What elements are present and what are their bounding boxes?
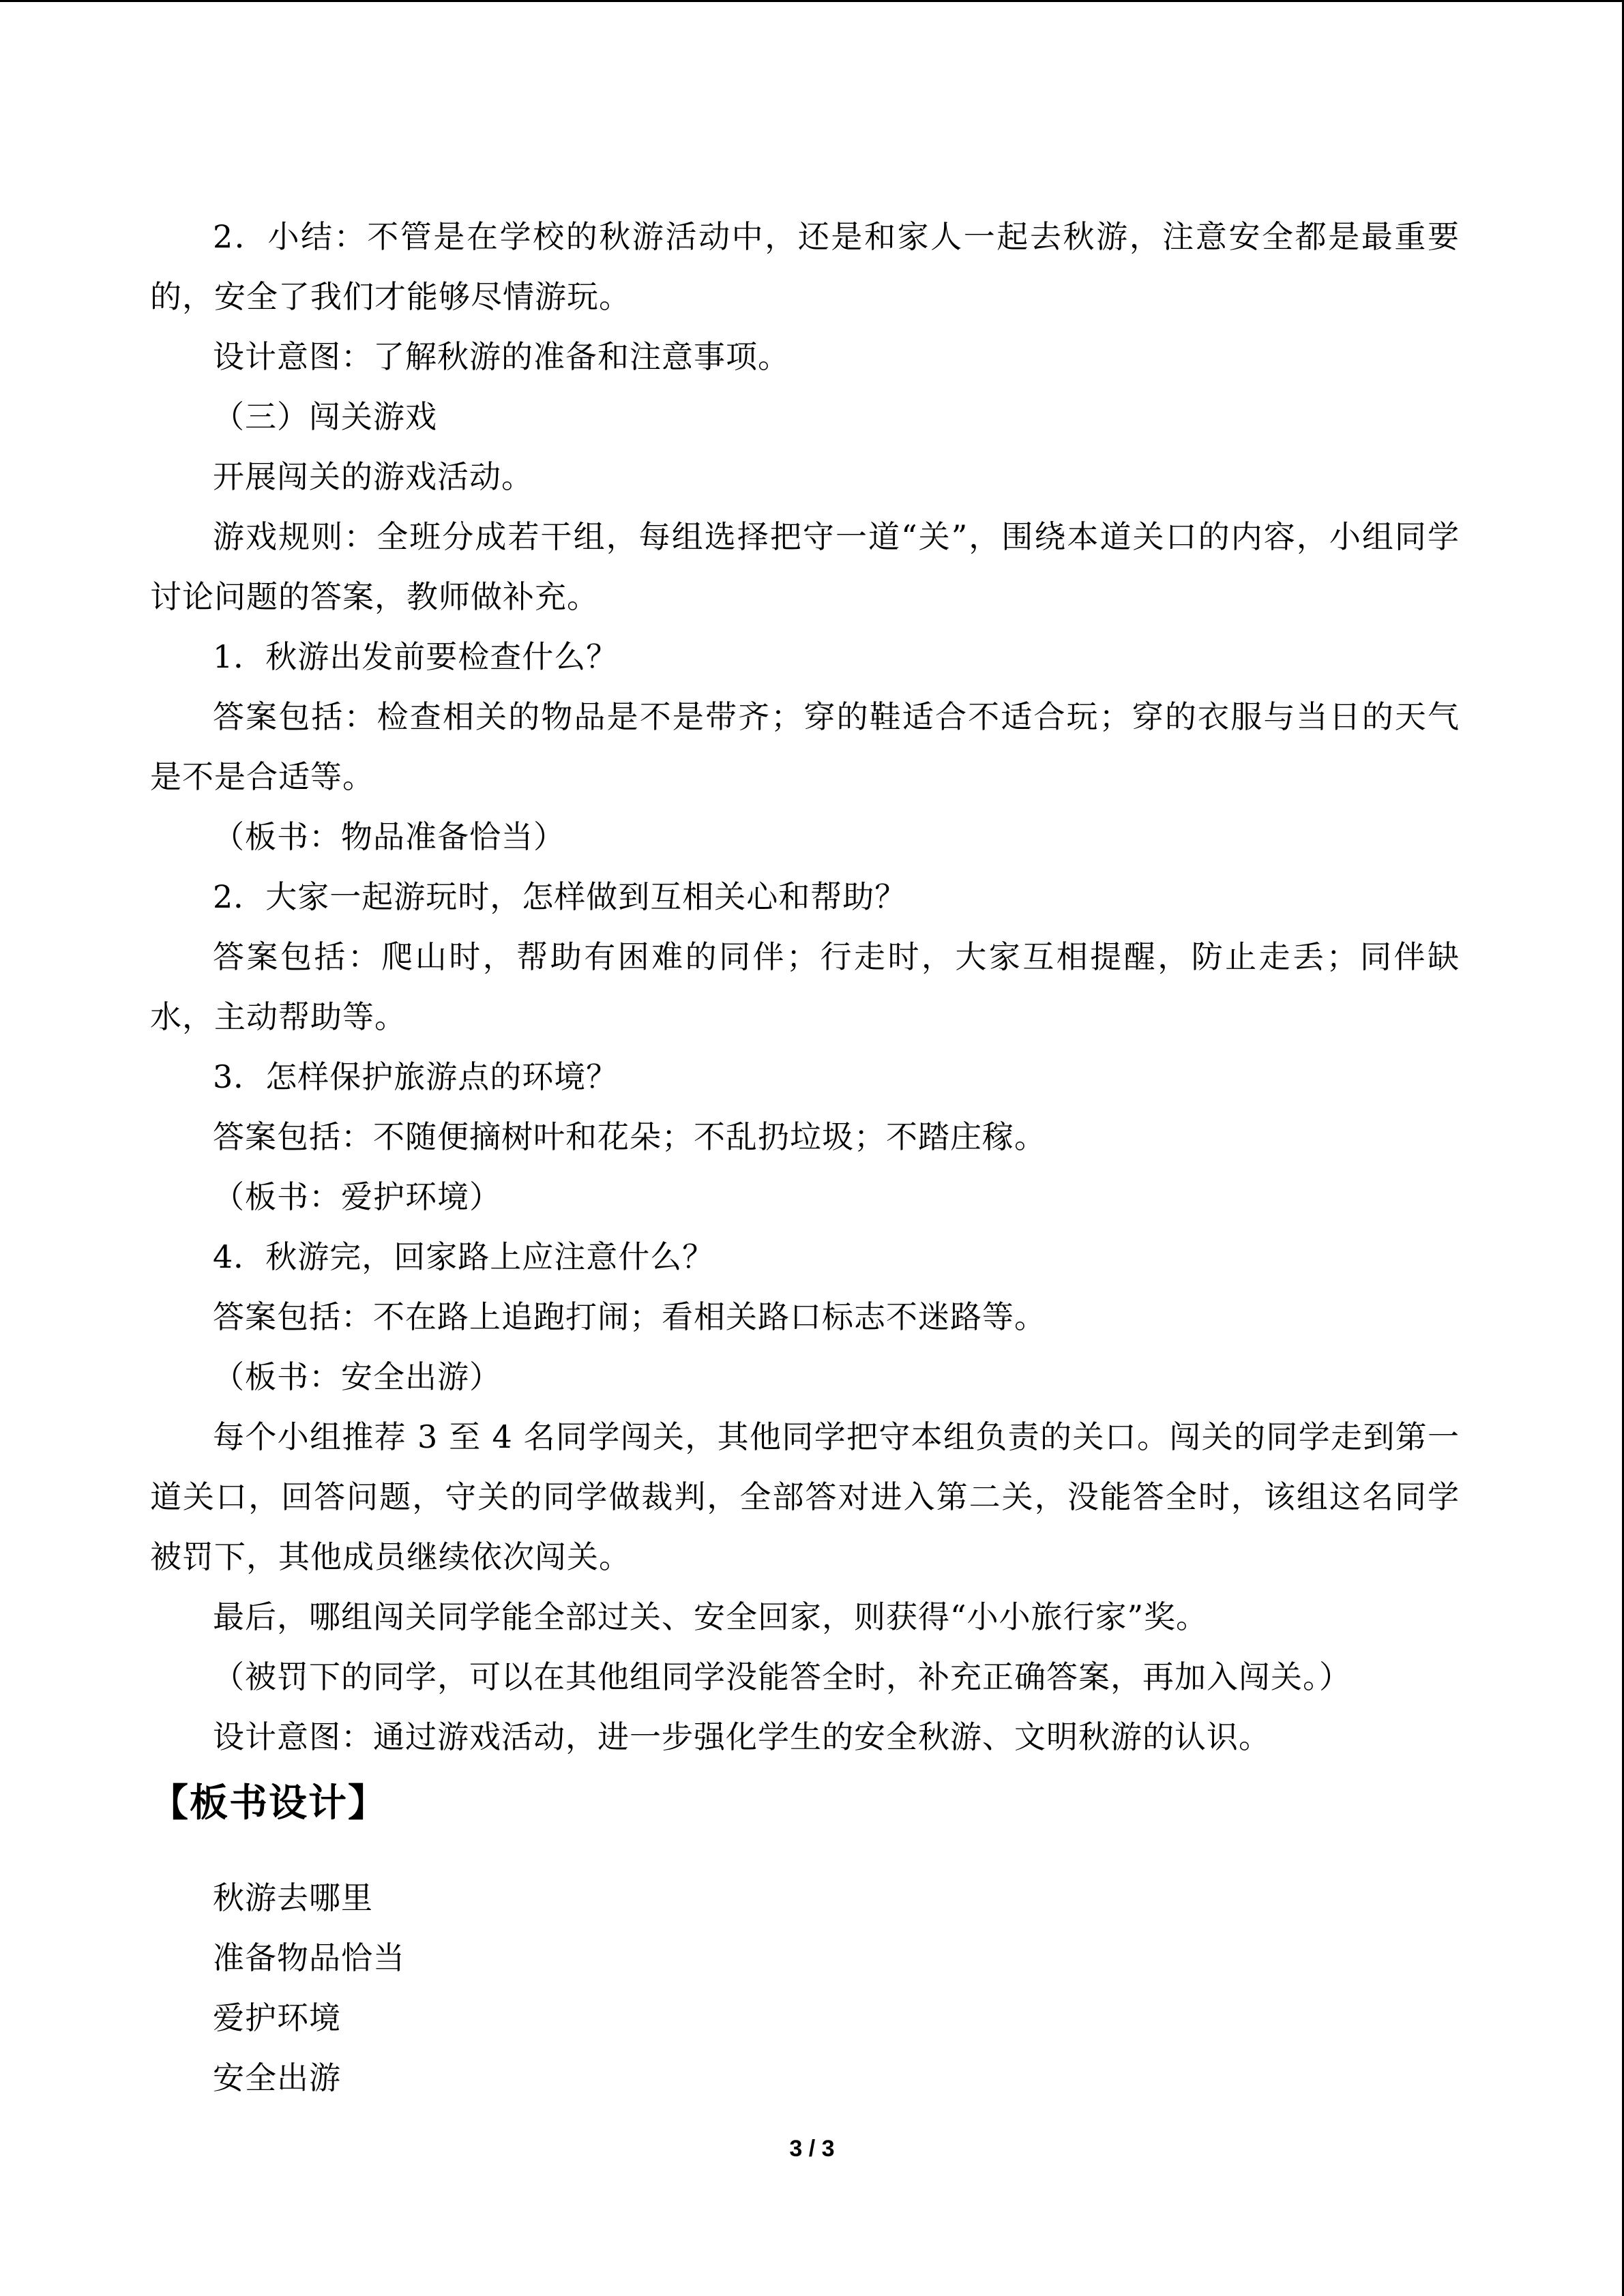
answer-4: 答案包括：不在路上追跑打闹；看相关路口标志不迷路等。 bbox=[213, 1298, 1046, 1335]
answer-3: 答案包括：不随便摘树叶和花朵；不乱扔垃圾；不踏庄稼。 bbox=[213, 1118, 1046, 1155]
question-4: 4．秋游完，回家路上应注意什么？ bbox=[213, 1238, 715, 1275]
board-note-2: （板书：爱护环境） bbox=[213, 1178, 501, 1215]
page-number: 3 / 3 bbox=[789, 2136, 835, 2162]
board-item: 准备物品恰当 bbox=[213, 1939, 405, 1976]
paragraph-game-rules: 游戏规则：全班分成若干组，每组选择把守一道“关”，围绕本道关口的内容，小组同学讨论问题的答案，教师做补充。 bbox=[150, 518, 1460, 615]
paragraph-summary: 2．小结：不管是在学校的秋游活动中，还是和家人一起去秋游，注意安全都是最重要的，安全了我们才能够尽情游玩。 bbox=[150, 218, 1460, 315]
paragraph-game-intro: 开展闯关的游戏活动。 bbox=[213, 458, 533, 495]
board-item: 秋游去哪里 bbox=[213, 1879, 373, 1916]
section-heading-game: （三）闯关游戏 bbox=[213, 398, 437, 435]
document-body bbox=[150, 207, 1460, 2108]
board-design-heading: 【板书设计】 bbox=[150, 1781, 387, 1825]
paragraph-design-intent-1: 设计意图：了解秋游的准备和注意事项。 bbox=[213, 338, 790, 375]
paragraph-penalty-note: （被罚下的同学，可以在其他组同学没能答全时，补充正确答案，再加入闯关。） bbox=[213, 1658, 1351, 1695]
question-1: 1．秋游出发前要检查什么？ bbox=[213, 638, 619, 675]
board-item: 爱护环境 bbox=[213, 1999, 341, 2036]
answer-1: 答案包括：检查相关的物品是不是带齐；穿的鞋适合不适合玩；穿的衣服与当日的天气是不是合适等。 bbox=[150, 698, 1460, 795]
board-design-list bbox=[150, 1868, 1460, 2108]
paragraph-design-intent-2: 设计意图：通过游戏活动，进一步强化学生的安全秋游、文明秋游的认识。 bbox=[213, 1718, 1271, 1755]
board-note-1: （板书：物品准备恰当） bbox=[213, 818, 565, 855]
question-2: 2．大家一起游玩时，怎样做到互相关心和帮助？ bbox=[213, 878, 907, 915]
board-note-3: （板书：安全出游） bbox=[213, 1358, 501, 1395]
answer-2: 答案包括：爬山时，帮助有困难的同伴；行走时，大家互相提醒，防止走丢；同伴缺水，主动帮助等。 bbox=[150, 938, 1460, 1035]
question-3: 3．怎样保护旅游点的环境？ bbox=[213, 1058, 619, 1095]
paragraph-award: 最后，哪组闯关同学能全部过关、安全回家，则获得“小小旅行家”奖。 bbox=[213, 1598, 1209, 1635]
board-item: 安全出游 bbox=[213, 2059, 341, 2096]
paragraph-game-process: 每个小组推荐 3 至 4 名同学闯关，其他同学把守本组负责的关口。闯关的同学走到第一道关口，回答问题，守关的同学做裁判，全部答对进入第二关，没能答全时，该组这名同学被罚下，其他成员继续依次闯关。 bbox=[150, 1418, 1460, 1575]
